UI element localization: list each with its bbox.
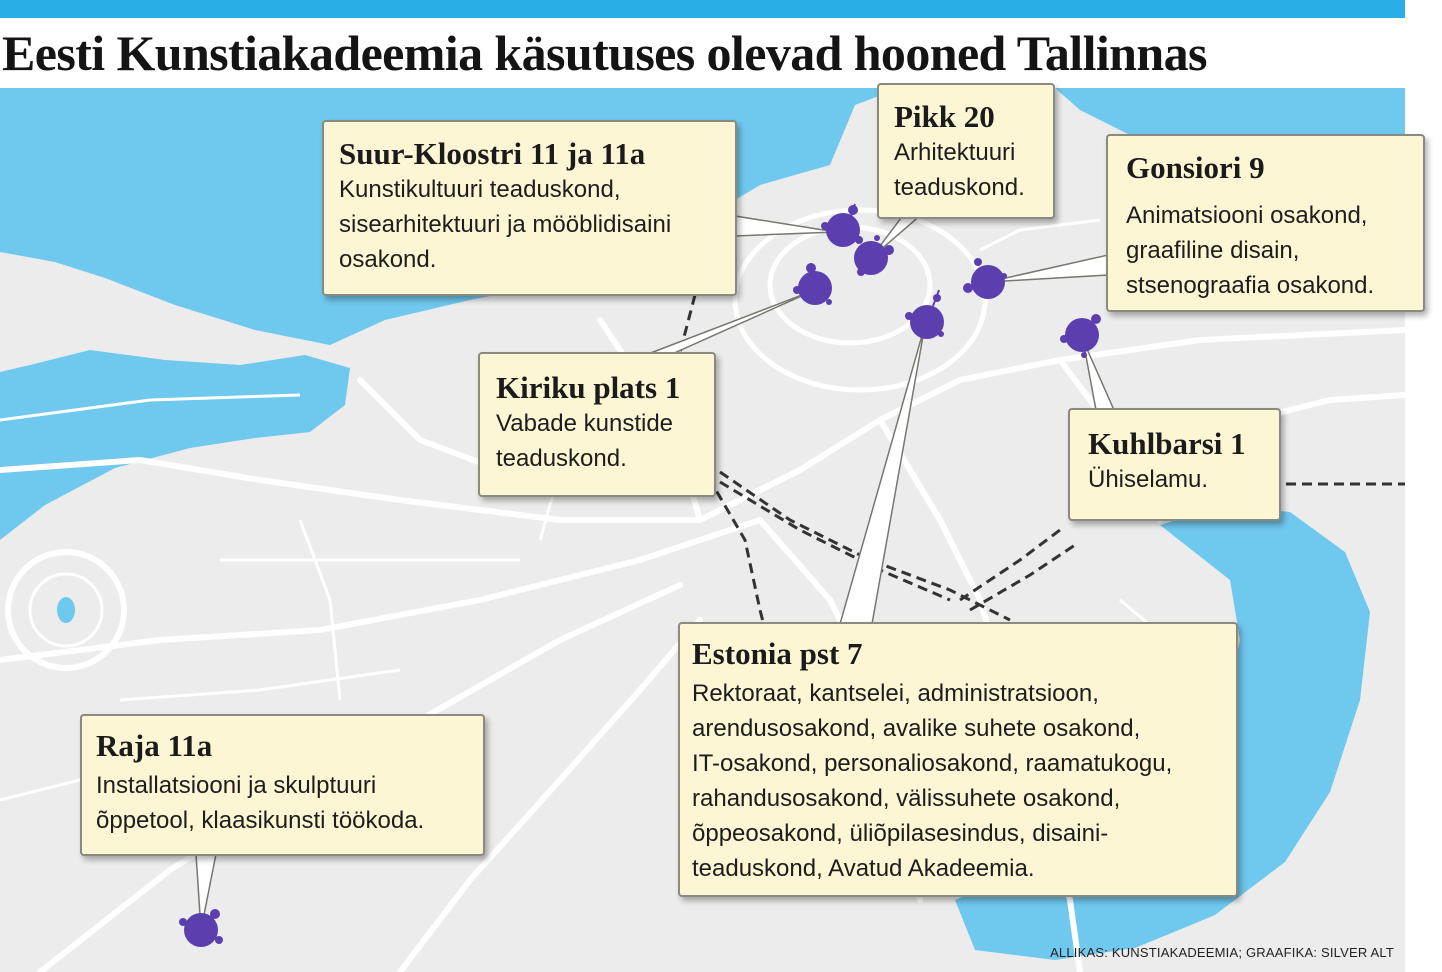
callout-line: graafiline disain, [1126, 237, 1300, 264]
callout-line: arendusosakond, avalike suhete osakond, [692, 715, 1141, 742]
callout-title: Raja 11a [96, 728, 213, 763]
callout-raja[interactable] [80, 714, 485, 856]
callout-line: õppetool, klaasikunsti töökoda. [96, 807, 425, 834]
callout-kiriku[interactable] [478, 352, 716, 497]
callout-pikk[interactable] [877, 83, 1055, 219]
callout-line: osakond. [339, 246, 437, 273]
accent-bar [0, 0, 1405, 18]
source-credit: ALLIKAS: KUNSTIAKADEEMIA; GRAAFIKA: SILVER ALT [1050, 945, 1394, 960]
callout-title: Pikk 20 [894, 99, 995, 134]
callout-kuhlbarsi[interactable] [1068, 408, 1281, 521]
callout-suur-kloostri[interactable] [322, 120, 737, 296]
callout-title: Kuhlbarsi 1 [1088, 426, 1246, 461]
callout-line: Vabade kunstide [496, 410, 674, 437]
callout-title: Kiriku plats 1 [496, 370, 681, 405]
callout-line: Rektoraat, kantselei, administratsioon, [692, 680, 1099, 707]
callout-line: Kunstikultuuri teaduskond, [339, 176, 621, 203]
callout-line: Animatsiooni osakond, [1126, 202, 1368, 229]
callout-line: Installatsiooni ja skulptuuri [96, 772, 377, 799]
callout-line: teaduskond, Avatud Akadeemia. [692, 855, 1035, 882]
callout-gonsiori[interactable] [1106, 134, 1425, 312]
callout-line: Ühiselamu. [1088, 466, 1209, 493]
callout-estonia[interactable] [678, 622, 1238, 897]
callout-line: rahandusosakond, välissuhete osakond, [692, 785, 1121, 812]
callout-line: teaduskond. [496, 445, 627, 472]
pond [57, 597, 75, 623]
callout-line: stsenograafia osakond. [1126, 272, 1375, 299]
callout-line: õppeosakond, üliõpilasesindus, disaini- [692, 820, 1109, 847]
callout-title: Gonsiori 9 [1126, 150, 1265, 185]
callout-title: Suur-Kloostri 11 ja 11a [339, 136, 646, 171]
callout-line: IT-osakond, personaliosakond, raamatukogu, [692, 750, 1173, 777]
callout-line: Arhitektuuri [894, 139, 1016, 166]
callout-line: teaduskond. [894, 174, 1025, 201]
callout-line: sisearhitektuuri ja mööblidisaini [339, 211, 672, 238]
map-title: Eesti Kunstiakadeemia käsutuses olevad hooned Tallinnas [2, 25, 1207, 81]
callout-title: Estonia pst 7 [692, 636, 863, 671]
